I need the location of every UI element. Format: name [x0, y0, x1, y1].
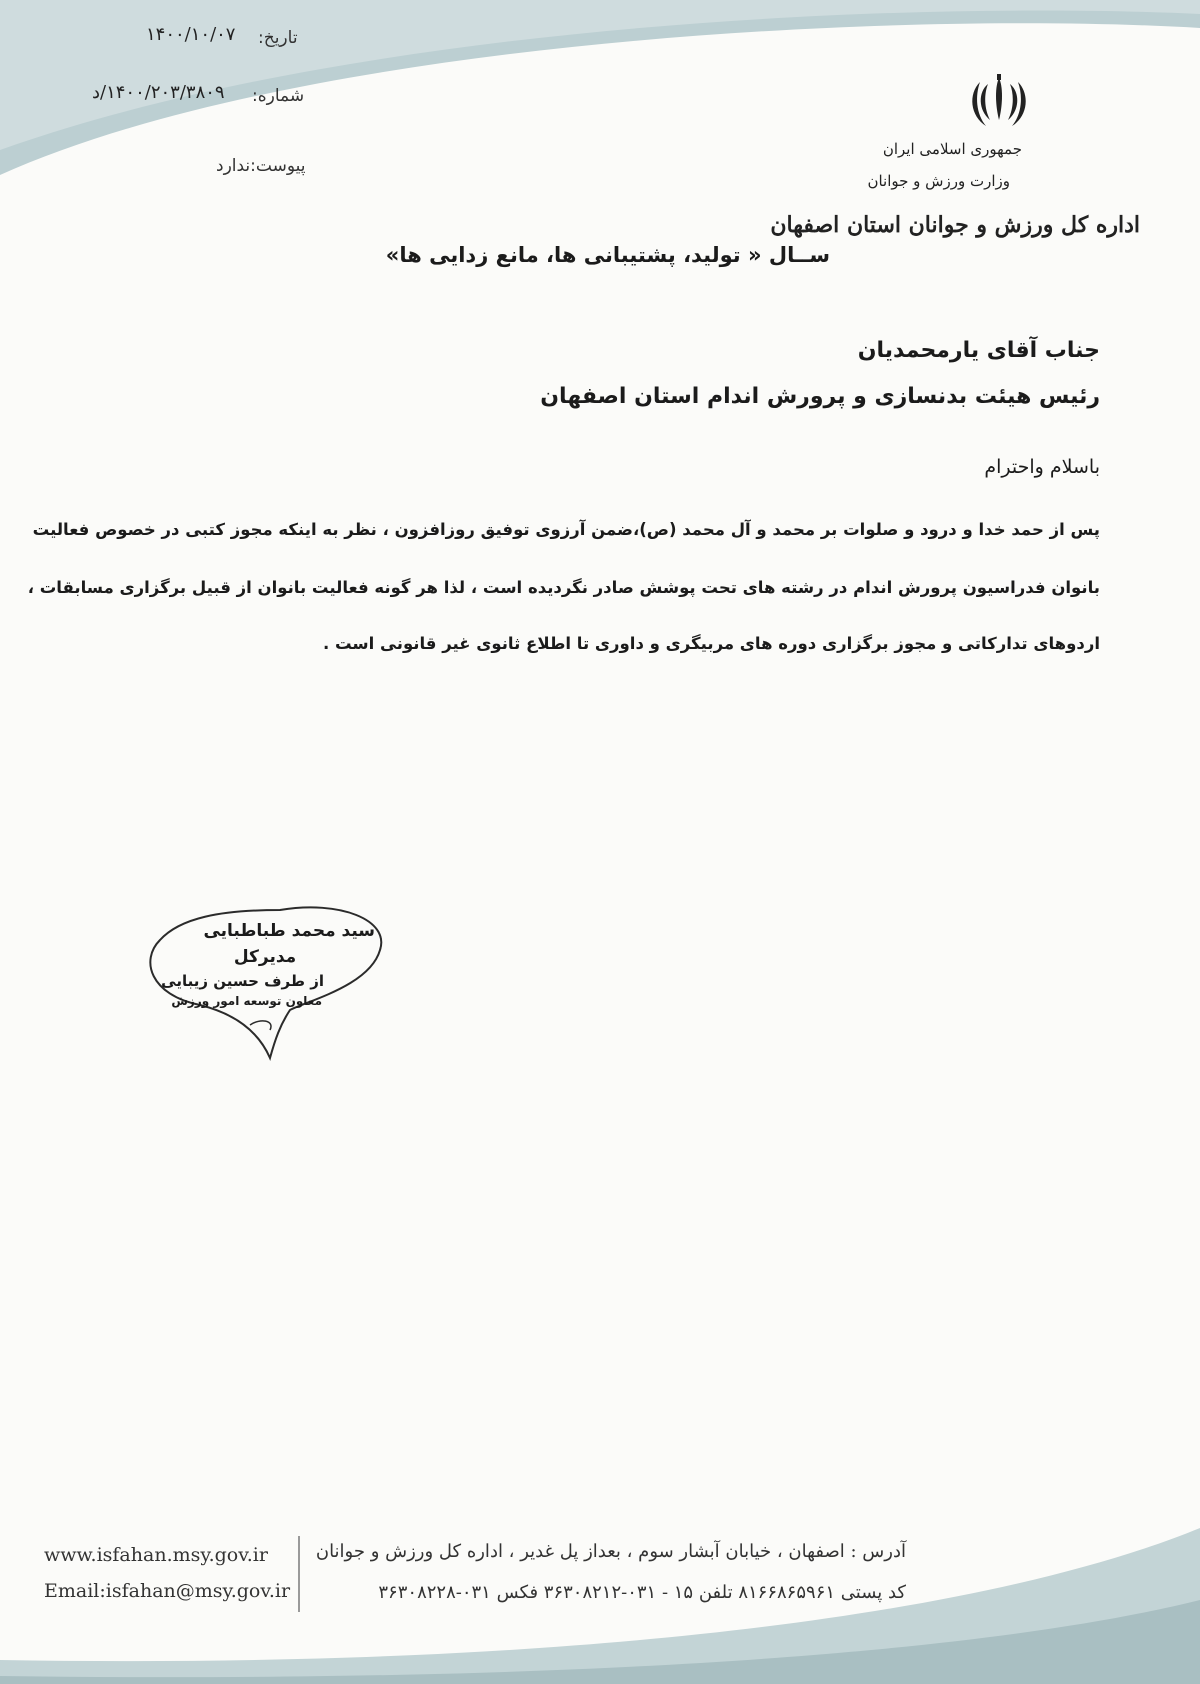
number-value: ۱۴۰۰/۲۰۳/۳۸۰۹/د [92, 82, 225, 103]
signatory-name: سید محمد طباطبایی [203, 921, 375, 941]
footer-address: آدرس : اصفهان ، خیابان آبشار سوم ، بعداز پل غدیر ، اداره کل ورزش و جوانان [315, 1541, 906, 1562]
on-behalf-of: از طرف حسین زیبایی [161, 972, 324, 990]
signatory-title: مدیرکل [233, 947, 297, 967]
national-emblem-icon [968, 74, 1030, 130]
body-line: پس از حمد خدا و درود و صلوات بر محمد و آل محمد (ص)،ضمن آرزوی توفیق روزافزون ، نظر به اینکه مجوز کتبی در خصوص فعالیت [32, 520, 1100, 539]
date-value: ۱۴۰۰/۱۰/۰۷ [146, 24, 236, 45]
date-label: تاریخ: [258, 28, 298, 48]
deputy-title: معاون توسعه امور ورزش [171, 994, 322, 1008]
greeting: باسلام واحترام [984, 456, 1100, 478]
footer-email: Email:isfahan@msy.gov.ir [44, 1580, 291, 1602]
body-line: اردوهای تدارکاتی و مجوز برگزاری دوره های مربیگری و داوری تا اطلاع ثانوی غیر قانونی است . [322, 634, 1100, 653]
recipient-name: جناب آقای یارمحمدیان [857, 338, 1100, 363]
year-slogan: ســال « تولید، پشتیبانی ها، مانع زدایی ها» [385, 243, 830, 267]
body-line: بانوان فدراسیون پرورش اندام در رشته های تحت پوشش صادر نگردیده است ، لذا هر گونه فعالیت بانوان از قبیل برگزاری مسابقات ، [27, 578, 1100, 597]
recipient-title: رئیس هیئت بدنسازی و پرورش اندام استان اصفهان [540, 384, 1100, 409]
number-label: شماره: [252, 86, 305, 106]
footer-contact: کد پستی ۸۱۶۶۸۶۵۹۶۱ تلفن ۱۵ - ۰۳۱-۳۶۳۰۸۲۱۲ فکس ۰۳۱-۳۶۳۰۸۲۲۸ [378, 1582, 906, 1603]
attachment-label: پیوست:ندارد [216, 156, 306, 176]
org-line-ministry: وزارت ورزش و جوانان [867, 172, 1010, 190]
org-line-office: اداره کل ورزش و جوانان استان اصفهان [770, 212, 1140, 238]
footer-website: www.isfahan.msy.gov.ir [44, 1544, 268, 1566]
footer-divider [298, 1536, 300, 1612]
org-line-country: جمهوری اسلامی ایران [882, 140, 1022, 158]
